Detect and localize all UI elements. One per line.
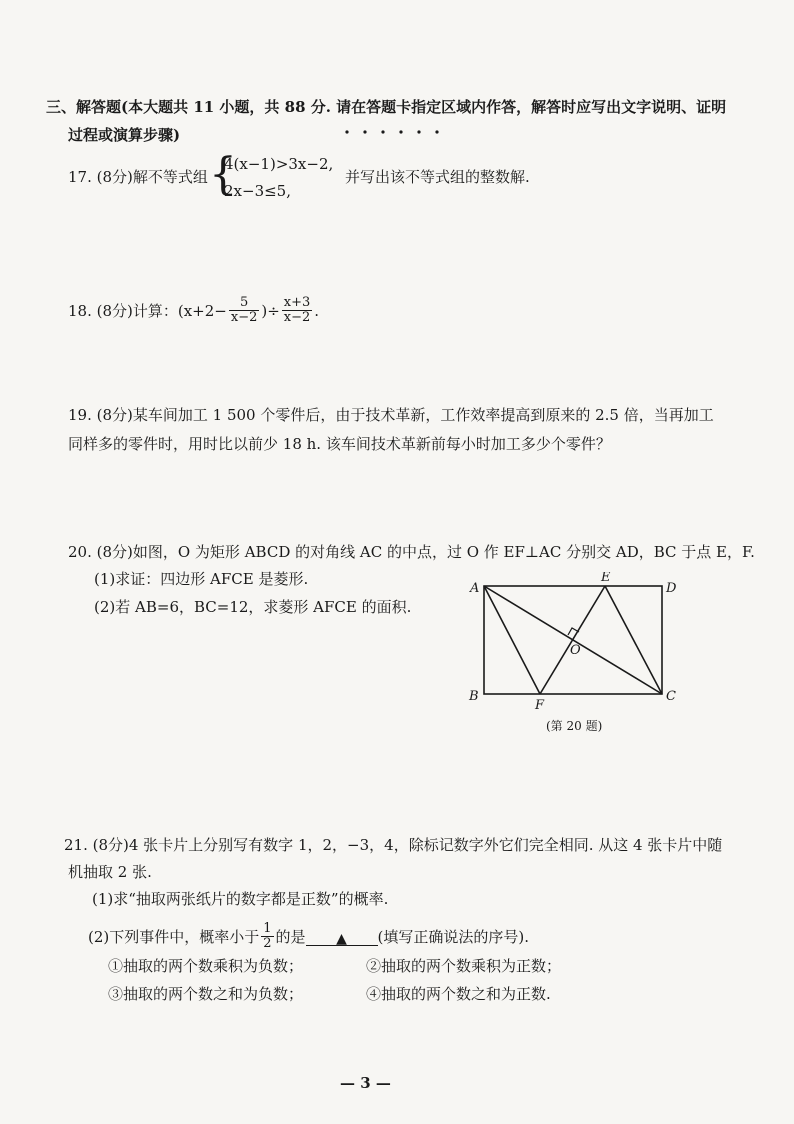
label-e: E: [601, 572, 611, 585]
q18-line: [68, 296, 319, 325]
q20-part1: (1)求证：四边形 AFCE 是菱形.: [94, 570, 309, 588]
segment-ec: [605, 586, 662, 694]
label-a: A: [470, 581, 480, 596]
q21-part1: (1)求“抽取两张纸片的数字都是正数”的概率.: [92, 890, 389, 908]
q19-line1: 19. (8分)某车间加工 1 500 个零件后，由于技术革新，工作效率提高到原来的 2.5 倍，当再加工: [68, 406, 714, 424]
q18-frac2-den: x−2: [283, 310, 311, 325]
label-f: F: [535, 698, 545, 712]
q17-prefix: 17. (8分)解不等式组: [68, 168, 208, 186]
half-fraction: [261, 922, 273, 951]
q21-option-1: ①抽取的两个数乘积为负数；: [108, 957, 304, 975]
section-title-line1: 三、解答题(本大题共 11 小题，共 88 分. 请在答题卡指定区域内作答，解答时应写出文字说明、证明: [46, 98, 727, 116]
emphasis-dots: [343, 119, 453, 123]
label-o: O: [570, 643, 581, 658]
page-number: — 3 —: [340, 1074, 391, 1092]
q21-line1: 21. (8分)4 张卡片上分别写有数字 1，2，−3，4，除标记数字外它们完全相同. 从这 4 张卡片中随: [64, 836, 723, 854]
q21-part2-suffix: (填写正确说法的序号).: [377, 927, 530, 946]
q19-line2: 同样多的零件时，用时比以前少 18 h. 该车间技术革新前每小时加工多少个零件？: [68, 435, 611, 453]
q20-part2: (2)若 AB=6，BC=12，求菱形 AFCE 的面积.: [94, 598, 412, 616]
q18-frac2-num: x+3: [283, 295, 311, 310]
answer-blank[interactable]: [306, 927, 378, 946]
q18-expr-open: (x+2−: [177, 301, 227, 320]
triangle-marker-icon: ▲: [336, 931, 347, 947]
q21-option-2: ②抽取的两个数乘积为正数；: [366, 957, 562, 975]
q21-option-4: ④抽取的两个数之和为正数.: [366, 985, 551, 1003]
left-brace-icon: {: [209, 149, 237, 200]
half-num: 1: [263, 921, 272, 936]
segment-fe: [540, 586, 605, 694]
right-angle-mark: [568, 628, 579, 635]
label-c: C: [666, 689, 676, 704]
q21-part2-line: [88, 922, 529, 951]
q21-part2-mid: 的是: [275, 927, 306, 946]
q18-prefix: 18. (8分)计算：: [68, 301, 178, 320]
rectangle-figure-icon: [462, 572, 692, 712]
q18-frac1-den: x−2: [230, 310, 258, 325]
q17-suffix: 并写出该不等式组的整数解.: [345, 168, 530, 186]
q20-line1: 20. (8分)如图，O 为矩形 ABCD 的对角线 AC 的中点，过 O 作 EF⊥AC 分别交 AD，BC 于点 E，F.: [68, 543, 755, 561]
label-b: B: [469, 689, 479, 704]
q20-figure-caption: (第 20 题): [546, 719, 603, 733]
label-d: D: [666, 581, 677, 596]
section-title-line2: 过程或演算步骤): [68, 126, 181, 144]
q18-fraction-2: [282, 296, 313, 325]
q18-expr-close: )÷: [261, 301, 280, 320]
q18-end: .: [314, 301, 320, 320]
q21-line2: 机抽取 2 张.: [68, 863, 152, 881]
emphasis-dots-icon: [343, 130, 453, 134]
q21-option-3: ③抽取的两个数之和为负数；: [108, 985, 304, 1003]
q17-ineq1: 4(x−1)>3x−2,: [224, 155, 334, 173]
q17-ineq2: 2x−3≤5,: [224, 182, 291, 200]
q18-fraction-1: [229, 296, 260, 325]
half-den: 2: [263, 936, 272, 951]
q21-part2-prefix: (2)下列事件中，概率小于: [88, 927, 260, 946]
q20-figure: [462, 572, 692, 712]
q18-frac1-num: 5: [229, 296, 260, 311]
